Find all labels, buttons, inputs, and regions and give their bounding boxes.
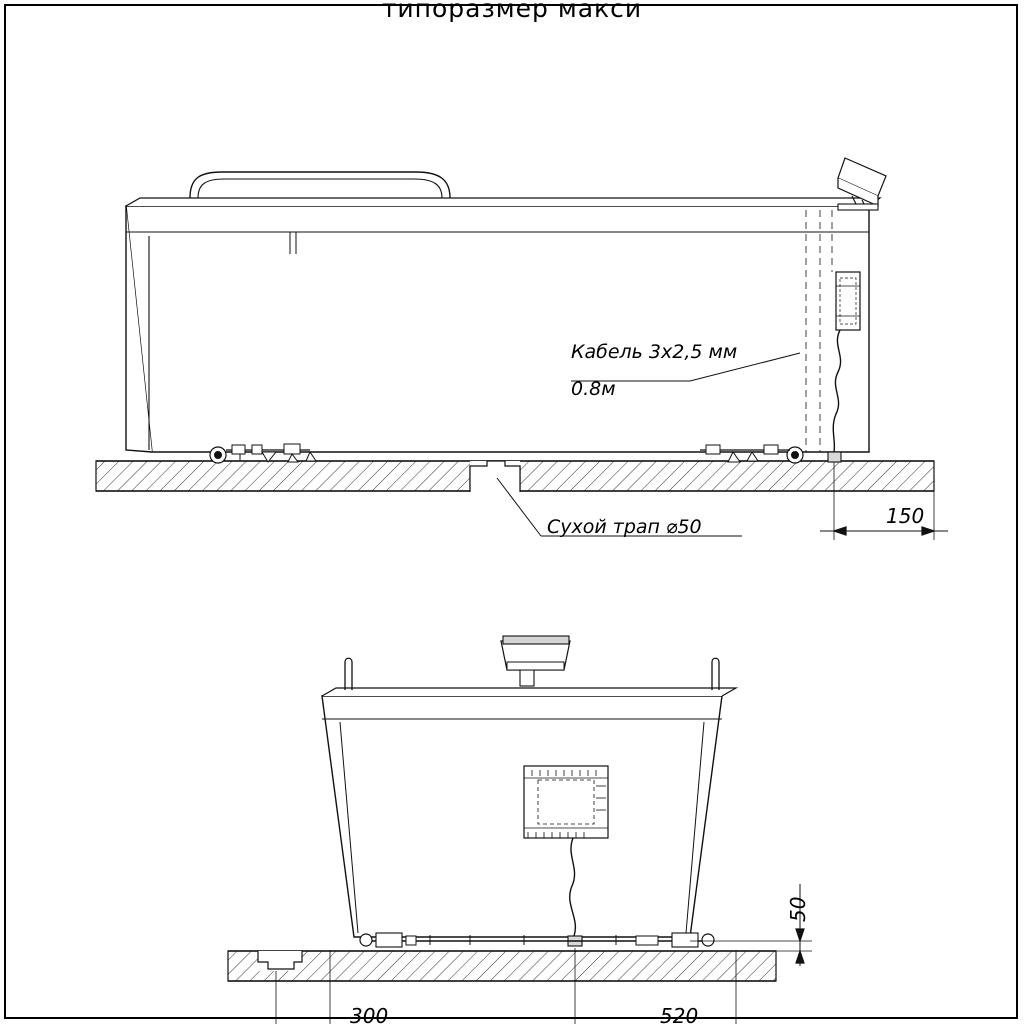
page-title: типоразмер макси xyxy=(381,0,643,23)
handrail xyxy=(190,172,450,198)
annotation-cable-line1: Кабель 3х2,5 мм xyxy=(571,341,738,363)
bathtub-body-side xyxy=(126,198,880,452)
junction-box-front xyxy=(524,766,608,838)
annotation-dry-drain: Сухой трап ⌀50 xyxy=(547,516,702,538)
dimension-label-300: 300 xyxy=(350,1004,389,1024)
dimension-label-50: 50 xyxy=(786,896,810,922)
dimension-label-150: 150 xyxy=(886,504,925,528)
side-elevation-view xyxy=(96,158,948,540)
junction-box-side xyxy=(836,272,860,330)
front-elevation-view xyxy=(228,636,812,1024)
floor-slab-bottom xyxy=(228,951,776,981)
control-panel-front xyxy=(501,636,570,686)
annotation-cable-line2: 0.8м xyxy=(571,378,616,400)
dry-drain-notch xyxy=(470,461,520,492)
dimension-label-520: 520 xyxy=(660,1004,699,1024)
